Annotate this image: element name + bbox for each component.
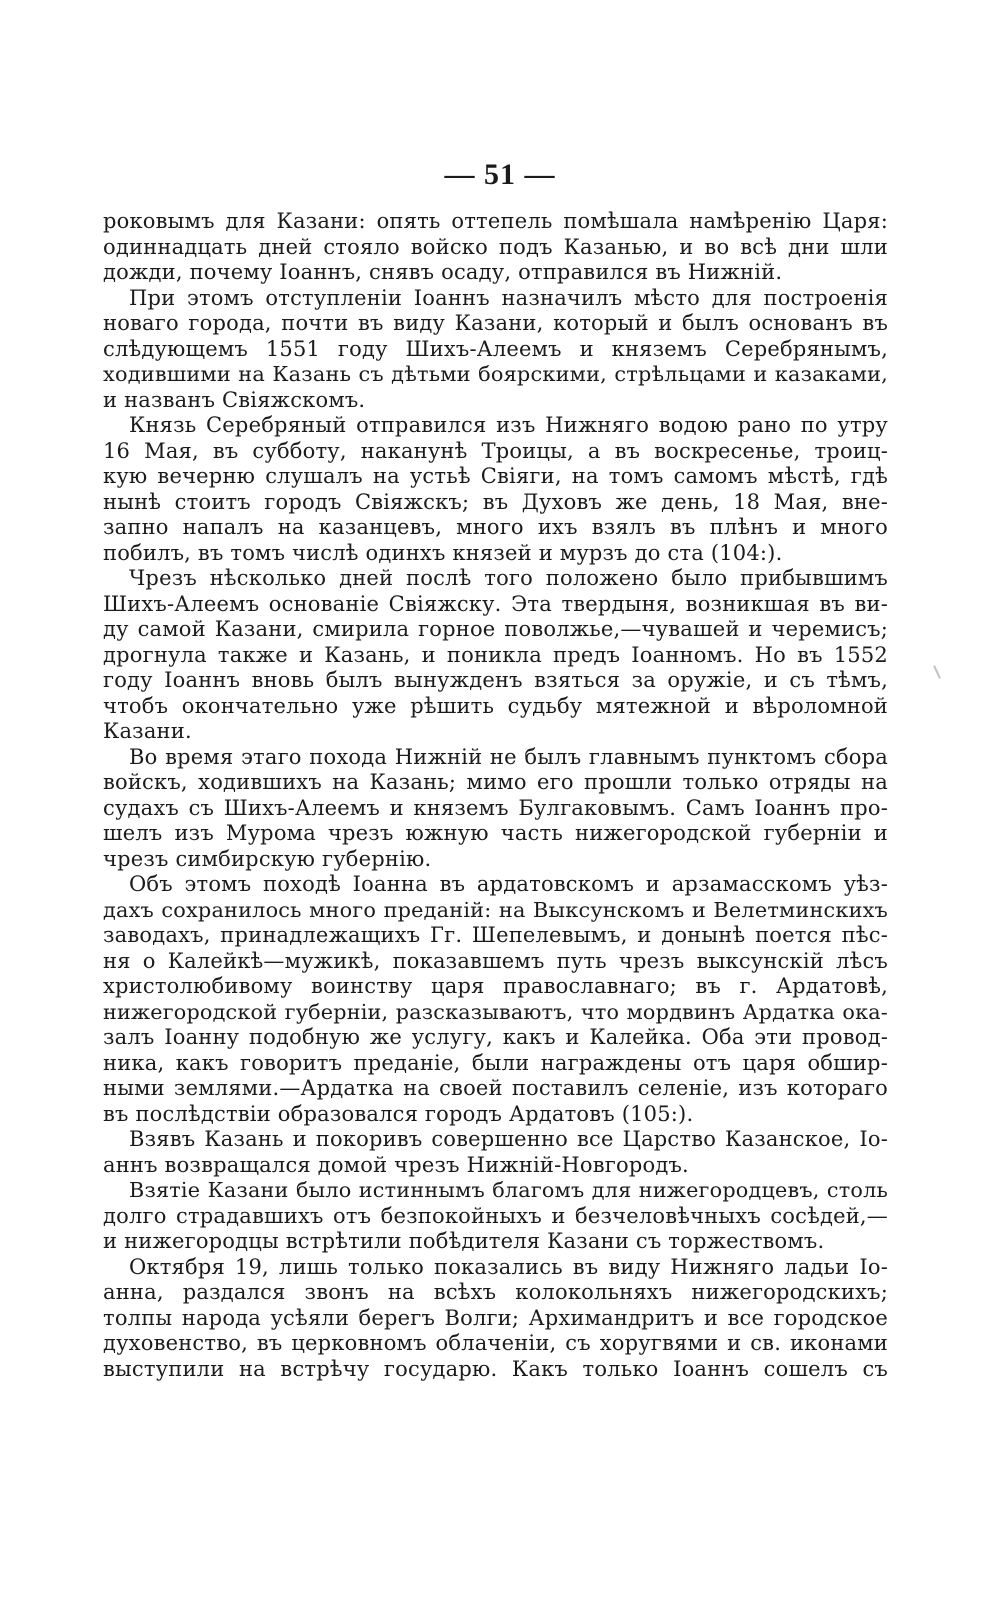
text-line: одиннадцать дней стояло войско подъ Казанью, и во всѣ дни шли [103,234,888,259]
text-line: залъ Іоанну подобную же услугу, какъ и Калейка. Оба эти провод- [103,1025,888,1049]
text-line: выступили на встрѣчу государю. Какъ только Іоаннъ сошелъ съ [103,1356,888,1381]
text-line: 16 Мая, въ субботу, наканунѣ Троицы, а въ воскресенье, троиц- [103,438,888,463]
text-line: аннъ возвращался домой чрезъ Нижній-Новгородъ. [103,1152,689,1177]
text-line: анна, раздался звонъ на всѣхъ колокольняхъ нижегородскихъ; [103,1280,888,1304]
text-line: нынѣ стоитъ городъ Свіяжскъ; въ Духовъ же день, 18 Мая, вне- [103,489,888,514]
margin-mark [933,665,941,679]
text-line: шелъ изъ Мурома чрезъ южную часть нижегородской губерніи и [103,821,888,845]
text-line: ника, какъ говоритъ преданіе, были награждены отъ царя обшир- [103,1050,888,1075]
text-line: въ послѣдствіи образовался городъ Ардатовъ (105:). [103,1101,694,1126]
text-line: ными землями.—Ардатка на своей поставилъ селеніе, изъ котораго [103,1076,888,1100]
text-line: Во время этаго похода Нижній не былъ главнымъ пунктомъ сбора [129,744,888,769]
text-line: году Іоаннъ вновь былъ вынужденъ взяться за оружіе, и съ тѣмъ, [103,668,888,692]
text-line: ду самой Казани, смирила горное поволжье,—чувашей и черемисъ; [103,617,888,641]
text-line: Чрезъ нѣсколько дней послѣ того положено было прибывшимъ [129,566,888,590]
text-line: кую вечерню слушалъ на устьѣ Свіяги, на томъ самомъ мѣстѣ, гдѣ [103,464,888,488]
text-line: толпы народа усѣяли берегъ Волги; Архимандритъ и все городское [103,1305,888,1330]
text-line: дрогнула также и Казань, и поникла предъ Іоанномъ. Но въ 1552 [103,642,888,667]
text-line: дожди, почему Іоаннъ, снявъ осаду, отправился въ Нижній. [103,260,783,284]
text-line: чрезъ симбирскую губернію. [103,846,432,871]
text-line: нижегородской губерніи, разсказываютъ, что мордвинъ Ардатка ока- [103,999,888,1024]
text-line: дахъ сохранилось много преданій: на Выксунскомъ и Велетминскихъ [103,897,888,922]
text-line: Шихъ-Алеемъ основаніе Свіяжску. Эта твердыня, возникшая въ ви- [103,591,888,616]
text-line: запно напалъ на казанцевъ, много ихъ взялъ въ плѣнъ и много [103,515,888,539]
text-line: слѣдующемъ 1551 году Шихъ-Алеемъ и княземъ Серебрянымъ, [103,336,888,361]
text-line: Князь Серебряный отправился изъ Нижняго водою рано по утру [129,413,888,437]
text-line: Казани. [103,719,192,743]
text-line: новаго города, почти въ виду Казани, который и былъ основанъ въ [103,311,888,335]
text-line: Объ этомъ походѣ Іоанна въ ардатовскомъ и арзамасскомъ уѣз- [129,872,888,896]
text-line: При этомъ отступленіи Іоаннъ назначилъ мѣсто для построенія [129,285,888,310]
body-text [103,209,888,1382]
text-line: Октября 19, лишь только показались въ виду Нижняго ладьи Іо- [129,1254,888,1279]
text-line: христолюбивому воинству царя православнаго; въ г. Ардатовѣ, [103,974,888,998]
text-line: ня о Калейкѣ—мужикѣ, показавшемъ путь чрезъ выксунскій лѣсъ [103,948,888,973]
text-line: заводахъ, принадлежащихъ Гг. Шепелевымъ, и донынѣ поется пѣс- [103,923,888,947]
text-line: судахъ съ Шихъ-Алеемъ и княземъ Булгаковымъ. Самъ Іоаннъ про- [103,795,888,820]
text-line: роковымъ для Казани: опять оттепель помѣшала намѣренію Царя: [103,209,888,233]
text-line: духовенство, въ церковномъ облаченіи, съ хоругвями и св. иконами [103,1331,888,1355]
text-line: войскъ, ходившихъ на Казань; мимо его прошли только отряды на [103,770,888,794]
text-line: чтобъ окончательно уже рѣшить судьбу мятежной и вѣроломной [103,693,888,718]
page-number: — 51 — [444,158,556,191]
text-line: и нижегородцы встрѣтили побѣдителя Казани съ торжествомъ. [103,1229,825,1253]
text-line: Взявъ Казань и покоривъ совершенно все Царство Казанское, Іо- [129,1127,888,1151]
text-line: и названъ Свіяжскомъ. [103,387,366,412]
text-line: долго страдавшихъ отъ безпокойныхъ и безчеловѣчныхъ сосѣдей,— [103,1203,888,1228]
text-line: Взятіе Казани было истиннымъ благомъ для нижегородцевъ, столь [129,1178,888,1202]
text-line: побилъ, въ томъ числѣ одинхъ князей и мурзъ до ста (104:). [103,540,783,565]
text-line: ходившими на Казань съ дѣтьми боярскими, стрѣльцами и казаками, [103,362,888,386]
